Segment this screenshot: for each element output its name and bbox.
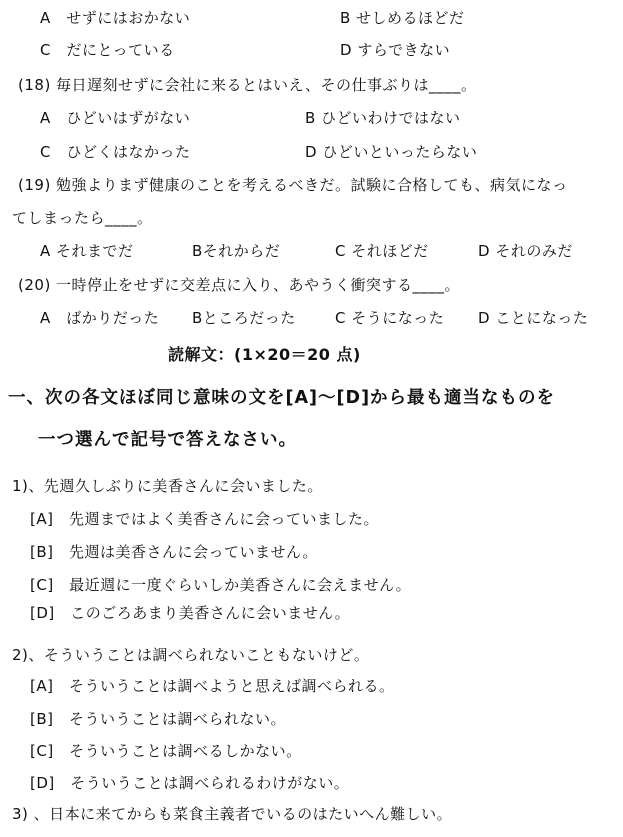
q20-stem: (20) 一時停止をせずに交差点に入り、あやうく衝突する____。	[18, 276, 461, 294]
r2-option-c: [C] そういうことは調べるしかない。	[30, 742, 302, 760]
section1-title-line1: 一、次の各文ほぼ同じ意味の文を[A]～[D]から最も適当なものを	[8, 388, 556, 408]
q18-option-b: B ひどいわけではない	[305, 109, 461, 127]
r2-option-b: [B] そういうことは調べられない。	[30, 710, 286, 728]
q20-option-a: A ばかりだった	[40, 309, 160, 327]
q19-stem-line1: (19) 勉強よりまず健康のことを考えるべきだ。試験に合格しても、病気になっ	[18, 176, 568, 194]
r1-stem: 1)、先週久しぶりに美香さんに会いました。	[12, 477, 323, 495]
section1-title-line2: 一つ選んで記号で答えなさい。	[38, 430, 297, 450]
q17-option-c: C だにとっている	[40, 41, 175, 59]
q20-option-d: D ことになった	[478, 309, 589, 327]
q17-option-d: D すらできない	[340, 41, 451, 59]
r1-option-c: [C] 最近週に一度ぐらいしか美香さんに会えません。	[30, 576, 412, 594]
q17-option-b: B せしめるほどだ	[340, 9, 465, 27]
reading-section-header: 読解文：(1×20＝20 点)	[168, 345, 361, 364]
q19-option-b: Bそれからだ	[192, 242, 281, 260]
q18-option-c: C ひどくはなかった	[40, 143, 191, 161]
r2-option-a: [A] そういうことは調べようと思えば調べられる。	[30, 677, 395, 695]
q20-option-b: Bところだった	[192, 309, 296, 327]
r2-option-d: [D] そういうことは調べられるわけがない。	[30, 774, 350, 792]
r3-stem: 3) 、日本に来てからも菜食主義者でいるのはたいへん難しい。	[12, 805, 453, 823]
q18-option-d: D ひどいといったらない	[305, 143, 478, 161]
q19-option-c: C それほどだ	[335, 242, 429, 260]
q19-option-a: A それまでだ	[40, 242, 134, 260]
r1-option-d: [D] このごろあまり美香さんに会いません。	[30, 604, 351, 622]
q19-stem-line2: てしまったら____。	[12, 209, 153, 227]
r1-option-a: [A] 先週まではよく美香さんに会っていました。	[30, 510, 379, 528]
q18-stem: (18) 毎日遅刻せずに会社に来るとはいえ、その仕事ぶりは____。	[18, 76, 477, 94]
q18-option-a: A ひどいはずがない	[40, 109, 191, 127]
q20-option-c: C そうになった	[335, 309, 445, 327]
q17-option-a: A せずにはおかない	[40, 9, 191, 27]
r2-stem: 2)、そういうことは調べられないこともないけど。	[12, 646, 370, 664]
q19-option-d: D それのみだ	[478, 242, 573, 260]
r1-option-b: [B] 先週は美香さんに会っていません。	[30, 543, 318, 561]
